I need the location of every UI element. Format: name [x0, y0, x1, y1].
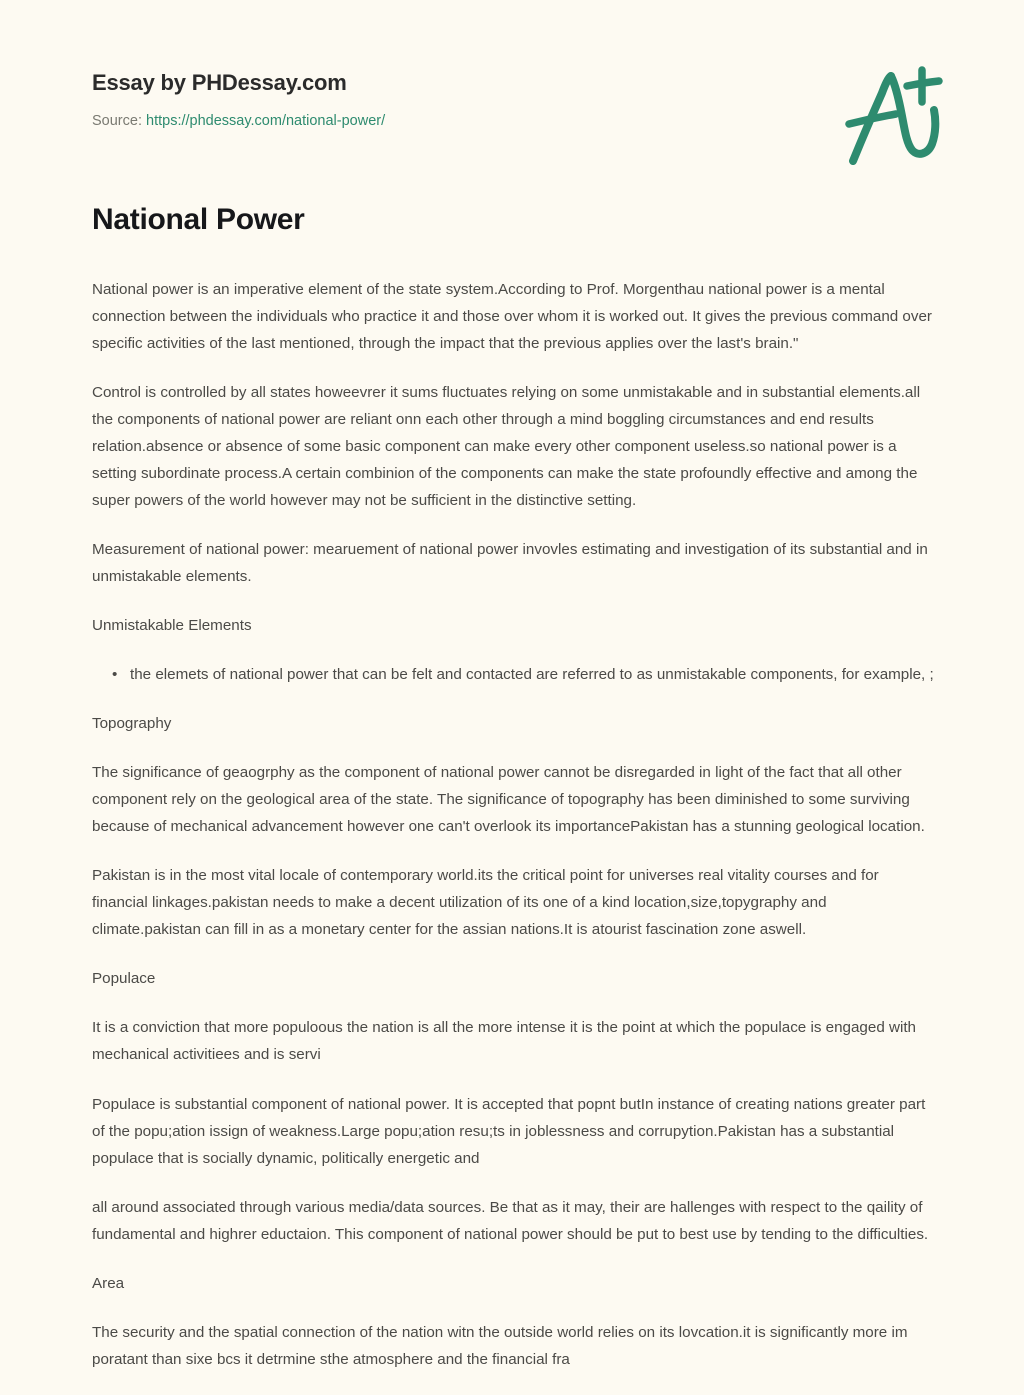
header-left-block [92, 70, 692, 131]
a-plus-icon [836, 62, 956, 172]
source-url-link[interactable]: https://phdessay.com/national-power/ [146, 113, 386, 130]
article-paragraph: Measurement of national power: mearuement of national power invovles estimating and investigation of its substantial and in unmistakable elements. [92, 540, 928, 585]
section-heading: Topography [92, 715, 172, 733]
list-item: • the elemets of national power that can be felt and contacted are referred to as unmistakable components, for example, ; [130, 661, 937, 688]
article-body [92, 203, 937, 1395]
article-paragraph: It is a conviction that more populoous the nation is all the more intense it is the point at which the populace is engaged with mechanical activitiees and is servi [92, 1019, 916, 1064]
article-paragraph: The significance of geaogrphy as the component of national power cannot be disregarded in light of the fact that all other component rely on the geological area of the state. The significance of topography has been diminished to some surviving because of mechanical advancement however one can't overlook its importancePakistan has a stunning geological location. [92, 764, 925, 836]
page-title: National Power [92, 203, 305, 236]
section-heading: Unmistakable Elements [92, 616, 252, 634]
article-paragraph: Populace is substantial component of national power. It is accepted that popnt butIn instance of creating nations greater part of the popu;ation issign of weakness.Large popu;ation resu;ts in joblessness and corrupytion.Pakistan has a substantial populace that is socially dynamic, politically energetic and [92, 1095, 926, 1167]
article-paragraph: Control is controlled by all states howeevrer it sums fluctuates relying on some unmistakable and in substantial elements.all the components of national power are reliant onn each other through a mind boggling circumstances and end results relation.absence or absence of some basic component can make every other component useless.so national power is a setting subordinate process.A certain combinion of the components can make the state profoundly effective and among the super powers of the world however may not be sufficient in the distinctive setting. [92, 383, 921, 509]
article-blocks [92, 276, 937, 1373]
section-heading: Populace [92, 970, 156, 988]
article-paragraph: all around associated through various media/data sources. Be that as it may, their are hallenges with respect to the qaility of fundamental and highrer eductaion. This component of national power should be put to best use by tending to the difficulties. [92, 1198, 929, 1243]
article-paragraph: National power is an imperative element of the state system.According to Prof. Morgenthau national power is a mental connection between the individuals who practice it and those over whom it is worked out. It gives the previous command over specific activities of the last mentioned, through the impact that the previous applies over the last's brain." [92, 280, 932, 352]
page-header [0, 0, 1024, 190]
source-line [92, 112, 692, 131]
phdessay-logo[interactable] [836, 62, 956, 172]
source-label: Source: [92, 113, 142, 130]
brand-byline: Essay by PHDessay.com [92, 70, 347, 95]
section-heading: Area [92, 1274, 125, 1292]
article-paragraph: Pakistan is in the most vital locale of contemporary world.its the critical point for universes real vitality courses and for financial linkages.pakistan needs to make a decent utilization of its one of a kind location,size,topygraphy and climate.pakistan can fill in as a monetary center for the assian nations.It is atourist fascination zone aswell. [92, 867, 879, 939]
article-paragraph: The security and the spatial connection of the nation witn the outside world relies on its lovcation.it is significantly more im poratant than sixe bcs it detrmine sthe atmosphere and the financial fra [92, 1323, 908, 1368]
bullet-list [92, 661, 937, 688]
